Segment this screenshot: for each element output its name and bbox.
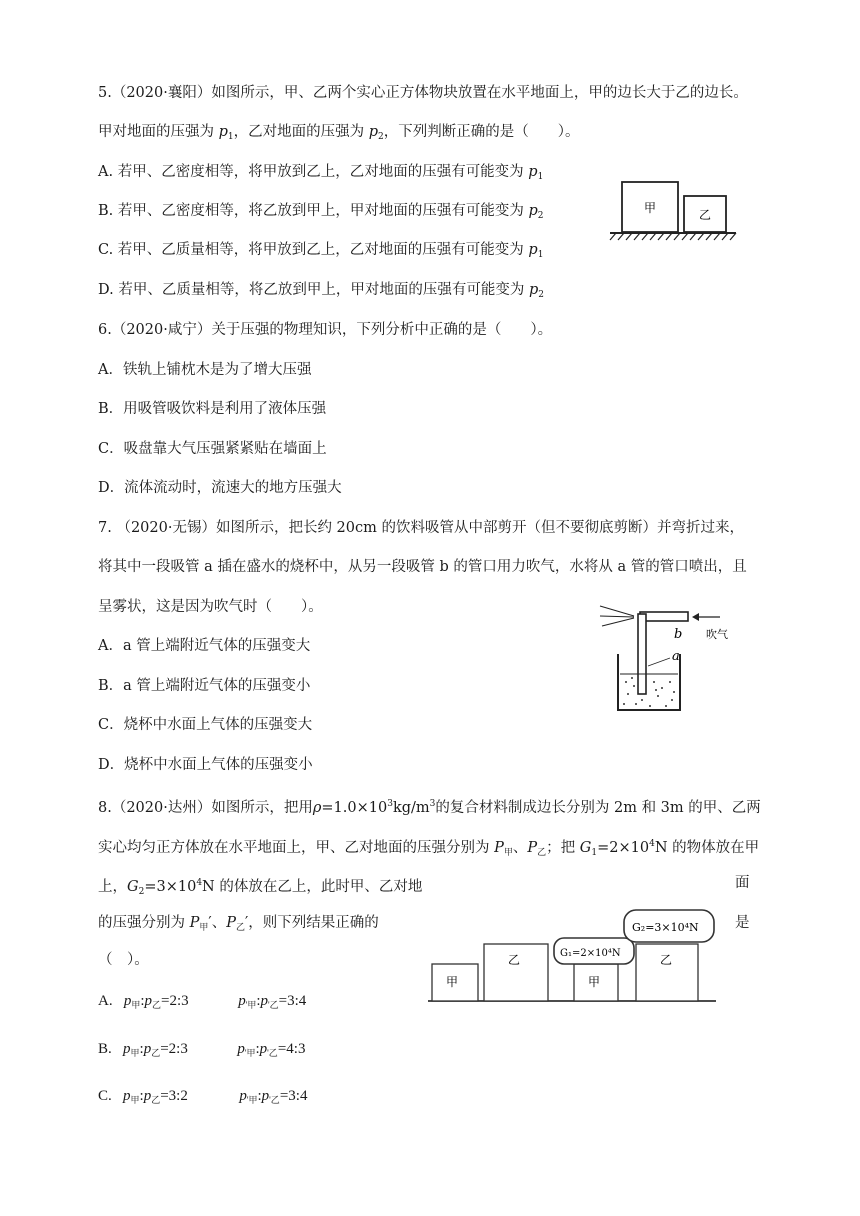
q7-stem-line2: 将其中一段吸管 a 插在盛水的烧杯中，从另一段吸管 b 的管口用力吹气，水将从 a 管的管口喷出，且 — [98, 559, 747, 575]
q6-stem: 6.（2020·咸宁）关于压强的物理知识，下列分析中正确的是（ ）。 — [98, 322, 553, 338]
q6-option-b: B．用吸管吸饮料是利用了液体压强 — [98, 401, 327, 417]
q8-option-b: B. $p_甲:p_乙=2:3$ $p_{'甲}:p_{'乙}=4:3$ — [98, 1041, 306, 1058]
q8-stem-line2: 实心均匀正方体放在水平地面上，甲、乙对地面的压强分别为 $P_甲$、$P_乙$；把 $G_1=2\times 10^4N$ 的物体放在甲 — [98, 839, 760, 858]
q7-tube-a — [638, 614, 646, 694]
q8-figure — [428, 904, 718, 1004]
q6-option-c: C．吸盘靠大气压强紧紧贴在墙面上 — [98, 441, 327, 457]
q8-stem-line3: 上，$G_2=3\times 10^4N$ 的体放在乙上，此时甲、乙对地 — [98, 878, 423, 897]
q5-figure-jia-label: 甲 — [644, 201, 657, 215]
q8-option-a: A. $p_甲:p_乙=2:3$ $p_{'甲}:p_{'乙}=3:4$ — [98, 993, 307, 1010]
q7-figure-b-label: b — [674, 627, 683, 642]
q8-fig-yi-label-1: 乙 — [508, 953, 521, 967]
q7-figure-blow-label: 吹气 — [706, 628, 728, 641]
q8-stem-line5: （ ）。 — [98, 952, 149, 968]
q8-fig-jia-label-2: 甲 — [588, 975, 601, 989]
q8-option-c: C. $p_甲:p_乙=3:2$ $p_{'甲}:p_{'乙}=3:4$ — [98, 1088, 308, 1105]
q7-stem-line1: 7. （2020·无锡）如图所示，把长约 20cm 的饮料吸管从中部剪开（但不要彻底剪断）并弯折过来， — [98, 520, 744, 536]
q5-ground-hatch — [610, 233, 736, 240]
q7-arrow-head — [692, 613, 699, 621]
q8-stem-line4-end: 是 — [735, 915, 750, 931]
q7-stem-line3: 呈雾状，这是因为吹气时（ ）。 — [98, 599, 323, 615]
q6-option-d: D．流体流动时，流速大的地方压强大 — [98, 480, 342, 496]
q5-option-a: A. 若甲、乙密度相等，将甲放到乙上，乙对地面的压强有可能变为 $p_1$ — [98, 164, 544, 182]
q8-weight-g2-label: G₂=3×10⁴N — [632, 921, 699, 934]
q8-stem-line3-end: 面 — [735, 875, 750, 891]
q5-option-d: D. 若甲、乙质量相等，将乙放到甲上，甲对地面的压强有可能变为 $p_2$ — [98, 282, 544, 300]
q7-option-b: B．a 管上端附近气体的压强变小 — [98, 678, 311, 694]
q7-option-c: C．烧杯中水面上气体的压强变大 — [98, 717, 313, 733]
q7-spray-lines — [600, 606, 634, 626]
q5-stem-line1: 5.（2020·襄阳）如图所示，甲、乙两个实心正方体物块放置在水平地面上，甲的边长大于乙的边长。 — [98, 85, 748, 101]
q8-fig-jia-label-1: 甲 — [446, 975, 459, 989]
q7-option-d: D．烧杯中水面上气体的压强变小 — [98, 757, 313, 773]
q8-stem-line4: 的压强分别为 $P_甲'$、$P_乙'$，则下列结果正确的 — [98, 915, 379, 933]
q5-figure — [602, 176, 742, 244]
q6-option-a: A．铁轨上铺枕木是为了增大压强 — [98, 362, 312, 378]
q7-a-pointer — [648, 658, 670, 666]
q7-tube-b — [640, 612, 688, 621]
q8-weight-g1-label: G₁=2×10⁴N — [560, 948, 621, 959]
q8-stem-line1: 8.（2020·达州）如图所示，把用$\rho=1.0\times 10^3kg/m^3$的复合材料制成边长分别为 2m 和 3m 的甲、乙两 — [98, 799, 761, 816]
q5-figure-yi-label: 乙 — [699, 208, 712, 222]
q7-figure — [596, 596, 746, 714]
q5-option-b: B. 若甲、乙密度相等，将乙放到甲上，甲对地面的压强有可能变为 $p_2$ — [98, 203, 544, 221]
q5-option-c: C. 若甲、乙质量相等，将甲放到乙上，乙对地面的压强有可能变为 $p_1$ — [98, 242, 544, 260]
q7-figure-a-label: a — [672, 649, 680, 664]
q7-water — [623, 677, 675, 707]
q5-stem-line2: 甲对地面的压强为 $p_1$，乙对地面的压强为 $p_2$，下列判断正确的是（ ）。 — [98, 124, 580, 142]
q7-option-a: A．a 管上端附近气体的压强变大 — [98, 638, 311, 654]
q8-fig-yi-label-2: 乙 — [660, 953, 673, 967]
